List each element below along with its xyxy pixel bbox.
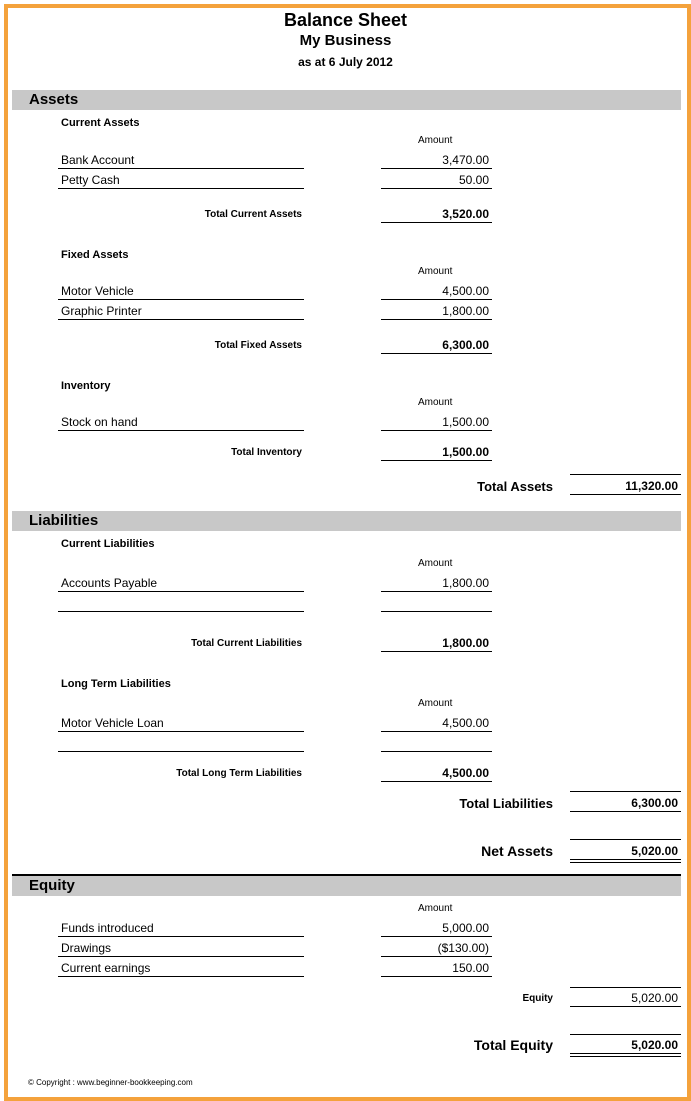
rule xyxy=(570,791,681,792)
item-amount: 4,500.00 xyxy=(442,716,489,730)
rule xyxy=(58,936,304,937)
net-assets-label: Net Assets xyxy=(481,843,553,859)
rule xyxy=(381,319,492,320)
total-liabilities-label: Total Liabilities xyxy=(459,796,553,811)
item-label: Graphic Printer xyxy=(61,304,142,318)
item-label: Motor Vehicle xyxy=(61,284,134,298)
rule xyxy=(570,839,681,840)
item-amount: 5,000.00 xyxy=(442,921,489,935)
business-name: My Business xyxy=(299,32,392,49)
item-label: Petty Cash xyxy=(61,173,120,187)
total-label: Total Current Assets xyxy=(204,209,302,220)
total-equity-label: Total Equity xyxy=(473,1037,553,1053)
rule xyxy=(58,976,304,977)
item-label: Drawings xyxy=(61,941,112,955)
rule xyxy=(381,222,492,223)
rule xyxy=(570,494,681,495)
total-value: 3,520.00 xyxy=(442,207,489,221)
item-amount: 4,500.00 xyxy=(442,284,489,298)
amount-header: Amount xyxy=(418,135,453,146)
rule xyxy=(381,956,492,957)
report-date: as at 6 July 2012 xyxy=(298,55,393,69)
section-heading: Liabilities xyxy=(29,512,99,529)
subsection-heading: Long Term Liabilities xyxy=(61,678,171,690)
rule xyxy=(58,168,304,169)
total-liabilities-value: 6,300.00 xyxy=(631,796,678,810)
amount-header: Amount xyxy=(418,903,453,914)
total-equity-value: 5,020.00 xyxy=(631,1038,678,1052)
item-amount: 1,500.00 xyxy=(442,415,489,429)
section-liabilities xyxy=(12,511,681,531)
rule xyxy=(58,299,304,300)
rule xyxy=(570,859,681,860)
rule xyxy=(381,751,492,752)
amount-header: Amount xyxy=(418,397,453,408)
item-label: Funds introduced xyxy=(61,921,154,935)
total-value: 4,500.00 xyxy=(442,766,489,780)
item-label: Accounts Payable xyxy=(61,576,158,590)
rule xyxy=(381,651,492,652)
rule xyxy=(381,430,492,431)
amount-header: Amount xyxy=(418,266,453,277)
subsection-heading: Current Assets xyxy=(61,117,140,129)
total-label: Total Fixed Assets xyxy=(214,340,302,351)
rule xyxy=(381,353,492,354)
section-equity xyxy=(12,876,681,896)
rule xyxy=(381,936,492,937)
item-amount: 150.00 xyxy=(452,961,489,975)
amount-header: Amount xyxy=(418,698,453,709)
rule xyxy=(570,1056,681,1057)
section-assets xyxy=(12,90,681,110)
total-value: 1,800.00 xyxy=(442,636,489,650)
total-assets-label: Total Assets xyxy=(477,479,553,494)
total-value: 6,300.00 xyxy=(442,338,489,352)
rule xyxy=(381,188,492,189)
item-amount: 3,470.00 xyxy=(442,153,489,167)
section-heading: Equity xyxy=(29,877,75,894)
section-heading: Assets xyxy=(29,91,79,108)
subsection-heading: Current Liabilities xyxy=(61,538,155,550)
rule xyxy=(381,168,492,169)
rule xyxy=(58,591,304,592)
rule xyxy=(570,862,681,863)
rule xyxy=(381,976,492,977)
total-value: 1,500.00 xyxy=(442,445,489,459)
rule xyxy=(570,811,681,812)
equity-value: 5,020.00 xyxy=(631,991,678,1005)
page-title: Balance Sheet xyxy=(283,10,408,30)
subsection-heading: Inventory xyxy=(61,380,111,392)
rule xyxy=(381,731,492,732)
rule xyxy=(58,731,304,732)
rule xyxy=(570,987,681,988)
rule xyxy=(381,781,492,782)
rule xyxy=(58,611,304,612)
rule xyxy=(381,611,492,612)
rule xyxy=(58,430,304,431)
item-amount: ($130.00) xyxy=(437,941,489,955)
item-amount: 50.00 xyxy=(458,173,489,187)
amount-header: Amount xyxy=(418,558,453,569)
total-assets-value: 11,320.00 xyxy=(625,479,678,493)
rule xyxy=(570,1053,681,1054)
item-label: Stock on hand xyxy=(61,415,138,429)
rule xyxy=(58,751,304,752)
total-label: Total Long Term Liabilities xyxy=(176,768,302,779)
subsection-heading: Fixed Assets xyxy=(61,249,129,261)
item-label: Current earnings xyxy=(61,961,151,975)
rule xyxy=(570,1006,681,1007)
item-label: Bank Account xyxy=(61,153,135,167)
total-label: Total Inventory xyxy=(231,447,302,458)
rule xyxy=(381,299,492,300)
net-assets-value: 5,020.00 xyxy=(631,844,678,858)
copyright-footer: © Copyright : www.beginner-bookkeeping.com xyxy=(28,1078,193,1087)
item-amount: 1,800.00 xyxy=(442,304,489,318)
rule xyxy=(381,591,492,592)
rule xyxy=(570,1034,681,1035)
rule xyxy=(58,956,304,957)
rule xyxy=(58,188,304,189)
equity-label: Equity xyxy=(522,993,553,1004)
rule xyxy=(570,474,681,475)
total-label: Total Current Liabilities xyxy=(191,638,302,649)
item-amount: 1,800.00 xyxy=(442,576,489,590)
item-label: Motor Vehicle Loan xyxy=(61,716,164,730)
rule xyxy=(58,319,304,320)
rule xyxy=(381,460,492,461)
